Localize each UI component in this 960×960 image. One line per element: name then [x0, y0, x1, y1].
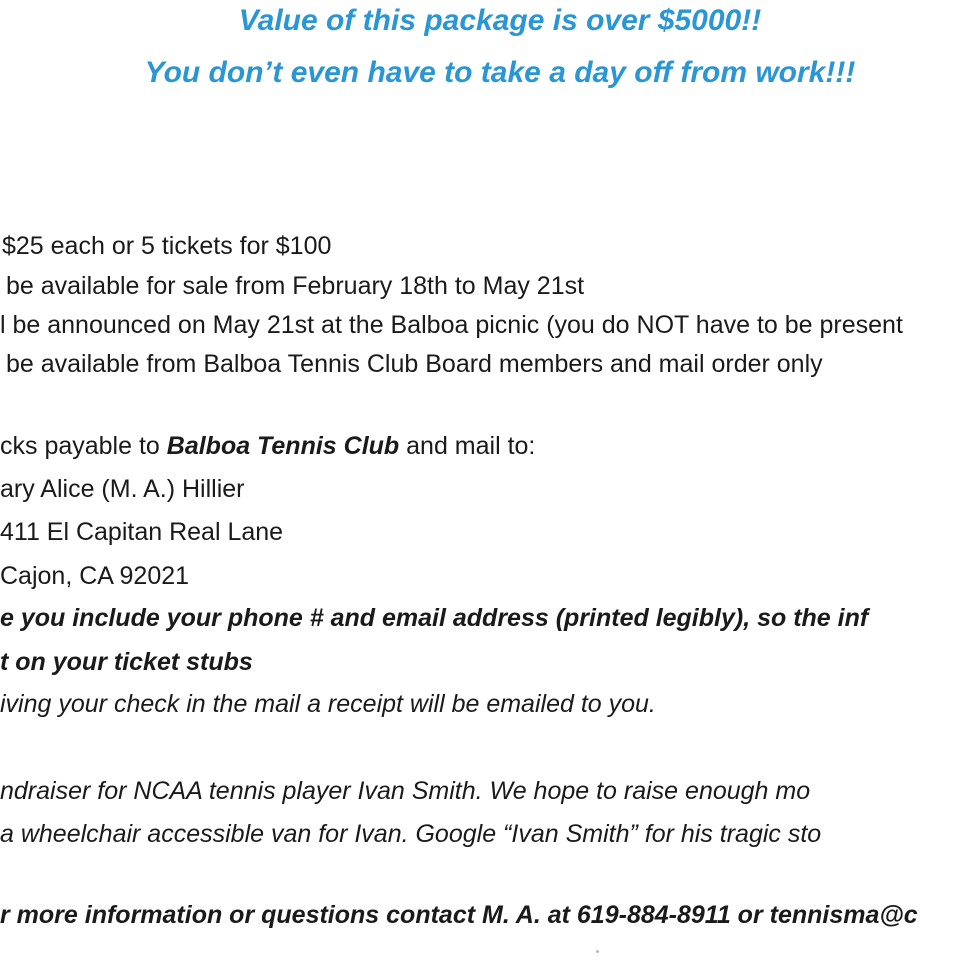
fundraiser-line-1: ndraiser for NCAA tennis player Ivan Smith. We hope to raise enough mo: [0, 777, 811, 805]
announcement-line: l be announced on May 21st at the Balboa picnic (you do NOT have to be present: [0, 311, 903, 339]
receipt-line: iving your check in the mail a receipt will be emailed to you.: [0, 690, 656, 718]
availability-line: be available from Balboa Tennis Club Board members and mail order only: [6, 350, 823, 378]
fundraiser-line-2: a wheelchair accessible van for Ivan. Google “Ivan Smith” for his tragic sto: [0, 820, 822, 848]
price-line: $25 each or 5 tickets for $100: [2, 232, 332, 260]
payable-suffix: and mail to:: [399, 432, 536, 460]
payable-prefix: cks payable to: [0, 432, 167, 460]
contact-line: r more information or questions contact M. A. at 619-884-8911 or tennisma@c: [0, 901, 918, 929]
payable-line: [0, 430, 535, 462]
sale-window-line: be available for sale from February 18th to May 21st: [6, 272, 585, 300]
include-info-line-2: t on your ticket stubs: [0, 648, 253, 676]
mail-street: 411 El Capitan Real Lane: [0, 518, 284, 546]
mail-name: ary Alice (M. A.) Hillier: [0, 475, 245, 503]
mail-city: Cajon, CA 92021: [0, 562, 190, 590]
headline-day-off: You don’t even have to take a day off from work!!!: [144, 56, 856, 89]
scan-speck: [596, 950, 599, 953]
include-info-line-1: e you include your phone # and email address (printed legibly), so the inf: [0, 604, 869, 632]
payee-name: Balboa Tennis Club: [166, 432, 400, 460]
headline-value: Value of this package is over $5000!!: [238, 4, 762, 37]
